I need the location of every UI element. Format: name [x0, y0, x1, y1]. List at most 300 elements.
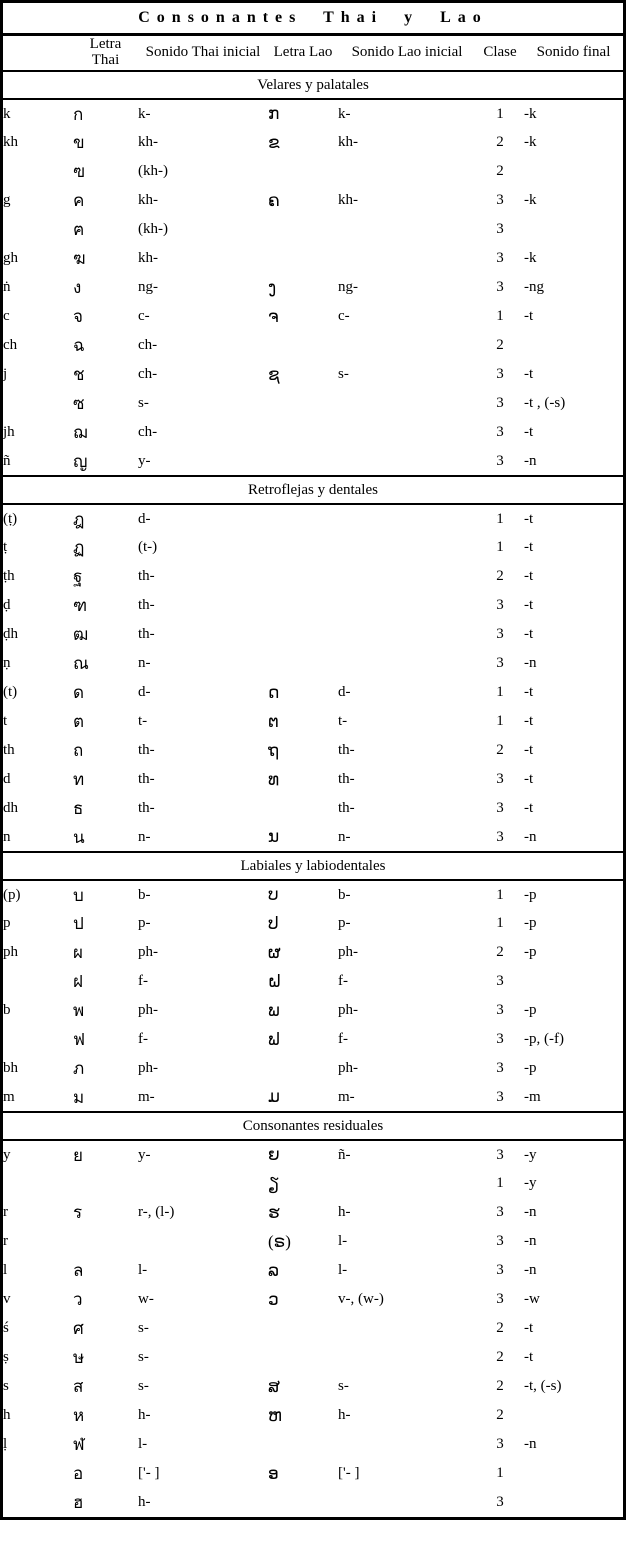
- cell-letra-thai: ฑ: [73, 596, 88, 615]
- table-row: [3, 1140, 623, 1169]
- cell-clase: 1: [496, 1175, 504, 1191]
- cell-transliteration: [3, 967, 73, 996]
- cell-sonido-lao-inicial: l-: [338, 1262, 348, 1278]
- column-header-transliteration: [3, 36, 73, 71]
- cell-transliteration: b: [3, 1002, 11, 1018]
- table-row: [3, 1083, 623, 1112]
- cell-sonido-lao-inicial: [338, 504, 476, 533]
- cell-letra-lao: ຝ: [268, 971, 282, 991]
- table-row: [3, 273, 623, 302]
- cell-transliteration: [3, 389, 73, 418]
- cell-letra-thai: ว: [73, 1290, 83, 1309]
- cell-sonido-lao-inicial: [338, 1169, 476, 1198]
- cell-transliteration: ph: [3, 944, 18, 960]
- cell-transliteration: [3, 1488, 73, 1517]
- table-row: [3, 418, 623, 447]
- cell-letra-thai: ต: [73, 712, 85, 731]
- cell-sonido-thai-inicial: ch-: [138, 366, 158, 382]
- column-header-sonido-final: Sonido final: [524, 36, 623, 71]
- cell-sonido-final: -t: [524, 742, 534, 758]
- cell-transliteration: h: [3, 1407, 11, 1423]
- table-row: [3, 1401, 623, 1430]
- cell-sonido-thai-inicial: kh-: [138, 134, 158, 150]
- cell-letra-lao: ຽ: [268, 1173, 280, 1193]
- cell-letra-lao: ປ: [268, 913, 279, 933]
- cell-sonido-thai-inicial: n-: [138, 828, 151, 845]
- cell-clase: 2: [496, 944, 504, 960]
- cell-letra-lao: ຮ: [268, 1202, 280, 1222]
- cell-transliteration: d: [3, 771, 11, 787]
- cell-sonido-thai-inicial: ch-: [138, 337, 158, 353]
- cell-clase: 2: [496, 568, 504, 584]
- cell-letra-lao: [268, 620, 338, 649]
- cell-letra-lao: ງ: [268, 277, 277, 297]
- table-row: [3, 1198, 623, 1227]
- cell-sonido-final: -t, (-s): [524, 1378, 562, 1394]
- cell-sonido-thai-inicial: d-: [138, 510, 151, 527]
- column-header-sonido-lao-inicial: Sonido Lao inicial: [338, 36, 476, 71]
- cell-transliteration: t: [3, 713, 8, 729]
- cell-letra-lao: ຈ: [268, 306, 279, 326]
- cell-sonido-final: -m: [524, 1088, 541, 1105]
- cell-sonido-final: -t: [524, 597, 534, 613]
- table-row: [3, 562, 623, 591]
- table-row: [3, 1372, 623, 1401]
- cell-sonido-lao-inicial: m-: [338, 1088, 355, 1105]
- cell-clase: 3: [496, 1031, 504, 1047]
- cell-sonido-thai-inicial: r-, (l-): [138, 1204, 175, 1220]
- cell-sonido-thai-inicial: c-: [138, 308, 150, 324]
- cell-sonido-thai-inicial: ph-: [138, 944, 158, 960]
- cell-sonido-final: -n: [524, 452, 537, 469]
- table-row: [3, 157, 623, 186]
- cell-letra-thai: ช: [73, 365, 85, 384]
- cell-transliteration: ś: [3, 1320, 9, 1336]
- cell-transliteration: k: [3, 105, 11, 122]
- table-row: [3, 302, 623, 331]
- cell-clase: 1: [496, 308, 504, 324]
- cell-sonido-thai-inicial: y-: [138, 1146, 151, 1163]
- column-header-letra-thai: Letra Thai: [73, 36, 138, 71]
- cell-sonido-lao-inicial: [338, 1430, 476, 1459]
- table-row: [3, 1488, 623, 1517]
- cell-transliteration: (t): [3, 684, 18, 700]
- cell-clase: 3: [496, 655, 504, 671]
- cell-letra-lao: ກ: [268, 104, 280, 123]
- cell-clase: 1: [496, 105, 504, 122]
- cell-transliteration: y: [3, 1146, 11, 1163]
- header-row: [3, 36, 623, 71]
- cell-sonido-lao-inicial: [338, 331, 476, 360]
- cell-sonido-lao-inicial: [338, 1314, 476, 1343]
- cell-sonido-thai-inicial: th-: [138, 771, 155, 787]
- cell-letra-lao: [268, 504, 338, 533]
- cell-clase: 3: [496, 395, 504, 411]
- cell-letra-thai: น: [73, 827, 85, 847]
- cell-sonido-lao-inicial: ñ-: [338, 1146, 351, 1163]
- cell-letra-thai: ส: [73, 1377, 84, 1396]
- cell-sonido-lao-inicial: l-: [338, 1233, 348, 1249]
- cell-letra-thai: [73, 1169, 138, 1198]
- cell-sonido-final: -y: [524, 1146, 537, 1163]
- cell-sonido-final: [524, 331, 623, 360]
- cell-letra-thai: ห: [73, 1406, 85, 1425]
- cell-sonido-thai-inicial: (kh-): [138, 221, 168, 237]
- column-header-clase: Clase: [476, 36, 524, 71]
- cell-clase: 1: [496, 539, 504, 555]
- cell-sonido-lao-inicial: k-: [338, 105, 351, 122]
- cell-letra-thai: ถ: [73, 741, 84, 760]
- cell-clase: 1: [496, 1465, 504, 1481]
- cell-transliteration: [3, 1459, 73, 1488]
- cell-sonido-lao-inicial: ['- ]: [338, 1465, 360, 1481]
- section-row: [3, 852, 623, 880]
- cell-sonido-lao-inicial: h-: [338, 1407, 351, 1423]
- section-row: [3, 1112, 623, 1140]
- table-row: [3, 1169, 623, 1198]
- cell-letra-lao: ຂ: [268, 132, 280, 152]
- cell-sonido-final: [524, 215, 623, 244]
- cell-letra-lao: ວ: [268, 1289, 279, 1309]
- cell-letra-thai: ก: [73, 104, 84, 124]
- table-row: [3, 909, 623, 938]
- table-row: [3, 967, 623, 996]
- section-header: Velares y palatales: [3, 71, 623, 99]
- cell-sonido-thai-inicial: s-: [138, 395, 149, 411]
- table-row: [3, 389, 623, 418]
- cell-transliteration: jh: [3, 424, 15, 440]
- cell-sonido-lao-inicial: th-: [338, 742, 355, 758]
- cell-sonido-thai-inicial: s-: [138, 1349, 149, 1365]
- table-header: [3, 36, 623, 71]
- cell-sonido-lao-inicial: kh-: [338, 134, 358, 150]
- cell-sonido-thai-inicial: m-: [138, 1088, 155, 1105]
- cell-sonido-thai-inicial: n-: [138, 655, 151, 671]
- cell-sonido-final: -t: [524, 684, 534, 700]
- cell-letra-thai: ล: [73, 1261, 84, 1280]
- cell-transliteration: th: [3, 742, 15, 758]
- cell-transliteration: n: [3, 828, 11, 845]
- cell-clase: 2: [496, 163, 504, 179]
- cell-letra-lao: [268, 562, 338, 591]
- cell-clase: 2: [496, 1407, 504, 1423]
- cell-letra-lao: ຫ: [268, 1405, 282, 1425]
- cell-transliteration: r: [3, 1233, 8, 1249]
- cell-letra-lao: ບ: [268, 885, 279, 904]
- cell-transliteration: r: [3, 1204, 8, 1220]
- cell-sonido-thai-inicial: ph-: [138, 1060, 158, 1076]
- cell-letra-lao: ຕ: [268, 711, 279, 731]
- table-row: [3, 447, 623, 476]
- cell-sonido-lao-inicial: kh-: [338, 192, 358, 208]
- table-row: [3, 880, 623, 909]
- cell-letra-lao: [268, 418, 338, 447]
- cell-transliteration: ṇ: [3, 655, 11, 671]
- table-row: [3, 591, 623, 620]
- cell-sonido-thai-inicial: th-: [138, 626, 155, 642]
- cell-sonido-lao-inicial: [338, 649, 476, 678]
- cell-clase: 3: [496, 1060, 504, 1076]
- cell-transliteration: ḍ: [3, 597, 11, 613]
- cell-sonido-final: -p, (-f): [524, 1031, 564, 1047]
- table-row: [3, 360, 623, 389]
- cell-letra-thai: ฏ: [73, 538, 85, 557]
- table-row: [3, 504, 623, 533]
- cell-sonido-final: -w: [524, 1291, 540, 1307]
- table-row: [3, 1430, 623, 1459]
- cell-sonido-final: -p: [524, 915, 537, 931]
- cell-transliteration: bh: [3, 1060, 18, 1076]
- cell-sonido-thai-inicial: ch-: [138, 424, 158, 440]
- cell-sonido-final: [524, 1401, 623, 1430]
- cell-clase: 3: [496, 452, 504, 469]
- cell-letra-lao: ຄ: [268, 190, 280, 210]
- cell-letra-thai: ฐ: [73, 567, 83, 586]
- cell-letra-thai: ป: [73, 914, 84, 933]
- cell-sonido-lao-inicial: [338, 1488, 476, 1517]
- cell-sonido-thai-inicial: f-: [138, 973, 148, 989]
- cell-sonido-lao-inicial: [338, 620, 476, 649]
- cell-sonido-lao-inicial: th-: [338, 771, 355, 787]
- cell-letra-thai: ศ: [73, 1319, 84, 1338]
- table-body: [3, 71, 623, 1517]
- cell-sonido-thai-inicial: d-: [138, 684, 151, 700]
- cell-sonido-lao-inicial: [338, 562, 476, 591]
- cell-sonido-final: -k: [524, 134, 537, 150]
- section-row: [3, 71, 623, 99]
- cell-letra-thai: ญ: [73, 451, 88, 471]
- cell-clase: 3: [496, 800, 504, 816]
- cell-sonido-final: -p: [524, 944, 537, 960]
- cell-clase: 3: [496, 1146, 504, 1163]
- cell-letra-thai: ฬ: [73, 1435, 85, 1454]
- cell-letra-lao: [268, 447, 338, 476]
- cell-clase: 3: [496, 1436, 504, 1452]
- cell-letra-lao: [268, 1488, 338, 1517]
- cell-sonido-final: -p: [524, 1060, 537, 1076]
- cell-sonido-lao-inicial: th-: [338, 800, 355, 816]
- cell-letra-thai: ษ: [73, 1348, 85, 1367]
- table-row: [3, 649, 623, 678]
- cell-transliteration: [3, 1169, 73, 1198]
- cell-letra-thai: ข: [73, 133, 85, 152]
- cell-clase: 3: [496, 250, 504, 266]
- cell-clase: 3: [496, 221, 504, 237]
- cell-sonido-lao-inicial: ng-: [338, 279, 358, 295]
- cell-clase: 1: [496, 510, 504, 527]
- cell-letra-thai: ฅ: [73, 220, 85, 239]
- table-row: [3, 1256, 623, 1285]
- table-row: [3, 938, 623, 967]
- cell-clase: 3: [496, 626, 504, 642]
- cell-clase: 2: [496, 1320, 504, 1336]
- cell-sonido-final: [524, 157, 623, 186]
- cell-sonido-thai-inicial: ng-: [138, 279, 158, 295]
- cell-sonido-final: -t: [524, 424, 534, 440]
- cell-letra-thai: ฎ: [73, 509, 85, 529]
- cell-letra-thai: ค: [73, 191, 85, 210]
- section-header: Retroflejas y dentales: [3, 476, 623, 504]
- table-row: [3, 794, 623, 823]
- cell-sonido-thai-inicial: p-: [138, 915, 151, 931]
- cell-sonido-thai-inicial: [138, 1227, 268, 1256]
- cell-sonido-final: -n: [524, 1204, 537, 1220]
- cell-sonido-lao-inicial: t-: [338, 713, 348, 729]
- cell-letra-lao: ອ: [268, 1463, 279, 1483]
- cell-sonido-thai-inicial: (t-): [138, 539, 158, 555]
- cell-sonido-final: -t: [524, 626, 534, 642]
- cell-letra-lao: [268, 331, 338, 360]
- cell-sonido-final: [524, 1459, 623, 1488]
- cell-letra-thai: ม: [73, 1087, 85, 1107]
- cell-clase: 3: [496, 1233, 504, 1249]
- table-row: [3, 1459, 623, 1488]
- cell-sonido-lao-inicial: c-: [338, 308, 350, 324]
- cell-letra-lao: [268, 1054, 338, 1083]
- cell-transliteration: ṭ: [3, 539, 8, 555]
- cell-clase: 3: [496, 1204, 504, 1220]
- cell-transliteration: dh: [3, 800, 18, 816]
- cell-letra-thai: ฒ: [73, 625, 89, 644]
- table-row: [3, 1054, 623, 1083]
- cell-transliteration: ḷ: [3, 1436, 8, 1452]
- cell-letra-thai: ฮ: [73, 1493, 84, 1512]
- table-row: [3, 736, 623, 765]
- cell-transliteration: c: [3, 308, 10, 324]
- table-row: [3, 99, 623, 128]
- cell-sonido-lao-inicial: d-: [338, 684, 351, 700]
- cell-sonido-lao-inicial: v-, (w-): [338, 1291, 384, 1307]
- cell-transliteration: j: [3, 366, 8, 382]
- cell-letra-thai: [73, 1227, 138, 1256]
- cell-letra-thai: ธ: [73, 799, 84, 818]
- cell-transliteration: gh: [3, 250, 18, 266]
- cell-sonido-lao-inicial: p-: [338, 915, 351, 931]
- table-row: [3, 1314, 623, 1343]
- table-row: [3, 533, 623, 562]
- cell-sonido-thai-inicial: th-: [138, 742, 155, 758]
- cell-sonido-thai-inicial: (kh-): [138, 163, 168, 179]
- cell-sonido-thai-inicial: l-: [138, 1436, 148, 1452]
- cell-sonido-lao-inicial: f-: [338, 1031, 348, 1047]
- cell-clase: 3: [496, 771, 504, 787]
- cell-sonido-final: [524, 1488, 623, 1517]
- table-row: [3, 678, 623, 707]
- cell-letra-lao: ຊ: [268, 364, 280, 384]
- cell-sonido-thai-inicial: t-: [138, 713, 148, 729]
- cell-transliteration: [3, 215, 73, 244]
- cell-sonido-final: -t: [524, 308, 534, 324]
- cell-transliteration: ḍh: [3, 626, 18, 642]
- cell-sonido-final: -n: [524, 1436, 537, 1452]
- cell-transliteration: ṭh: [3, 568, 15, 584]
- cell-transliteration: kh: [3, 134, 18, 150]
- cell-sonido-thai-inicial: th-: [138, 568, 155, 584]
- cell-sonido-lao-inicial: [338, 215, 476, 244]
- cell-letra-lao: [268, 1314, 338, 1343]
- cell-letra-lao: ພ: [268, 1000, 280, 1020]
- table-row: [3, 186, 623, 215]
- section-header: Consonantes residuales: [3, 1112, 623, 1140]
- cell-sonido-thai-inicial: h-: [138, 1494, 151, 1510]
- cell-clase: 3: [496, 828, 504, 845]
- cell-sonido-lao-inicial: [338, 389, 476, 418]
- cell-letra-thai: ง: [73, 278, 82, 297]
- cell-sonido-lao-inicial: s-: [338, 1378, 349, 1394]
- table-row: [3, 331, 623, 360]
- cell-letra-lao: ຟ: [268, 1029, 280, 1049]
- cell-sonido-thai-inicial: w-: [138, 1291, 154, 1307]
- cell-sonido-final: -p: [524, 886, 537, 903]
- cell-sonido-lao-inicial: n-: [338, 828, 351, 845]
- cell-letra-thai: ฆ: [73, 249, 86, 268]
- cell-letra-lao: [268, 1343, 338, 1372]
- cell-transliteration: l: [3, 1262, 8, 1278]
- cell-letra-lao: ທ: [268, 769, 280, 789]
- cell-transliteration: g: [3, 192, 11, 208]
- cell-transliteration: ch: [3, 337, 18, 353]
- cell-letra-thai: ย: [73, 1145, 83, 1165]
- cell-letra-thai: ผ: [73, 943, 83, 962]
- cell-sonido-final: -t: [524, 1320, 534, 1336]
- cell-letra-lao: ຜ: [268, 942, 281, 962]
- cell-transliteration: ñ: [3, 452, 11, 469]
- cell-transliteration: [3, 157, 73, 186]
- column-header-sonido-thai-inicial: Sonido Thai inicial: [138, 36, 268, 71]
- cell-clase: 2: [496, 1378, 504, 1394]
- cell-sonido-lao-inicial: [338, 533, 476, 562]
- cell-transliteration: ṣ: [3, 1349, 9, 1365]
- table-row: [3, 823, 623, 852]
- cell-clase: 1: [496, 915, 504, 931]
- cell-sonido-final: [524, 967, 623, 996]
- cell-clase: 1: [496, 886, 504, 903]
- cell-transliteration: (p): [3, 886, 21, 903]
- cell-sonido-thai-inicial: s-: [138, 1320, 149, 1336]
- cell-sonido-final: -t: [524, 1349, 534, 1365]
- cell-sonido-thai-inicial: y-: [138, 452, 151, 469]
- page-title: Consonantes Thai y Lao: [3, 3, 623, 36]
- cell-letra-lao: [268, 533, 338, 562]
- cell-letra-lao: ຍ: [268, 1145, 280, 1164]
- cell-letra-thai: อ: [73, 1464, 84, 1483]
- cell-sonido-thai-inicial: kh-: [138, 192, 158, 208]
- cell-letra-thai: บ: [73, 885, 84, 905]
- cell-sonido-thai-inicial: [138, 1169, 268, 1198]
- table-row: [3, 1227, 623, 1256]
- cell-letra-lao: ມ: [268, 1087, 280, 1106]
- cell-letra-lao: [268, 794, 338, 823]
- table-row: [3, 765, 623, 794]
- cell-sonido-lao-inicial: [338, 1343, 476, 1372]
- cell-transliteration: m: [3, 1088, 15, 1105]
- cell-letra-lao: (ຣ): [268, 1231, 291, 1251]
- cell-letra-thai: ด: [73, 683, 85, 702]
- cell-sonido-final: -t: [524, 713, 534, 729]
- cell-letra-lao: [268, 244, 338, 273]
- cell-sonido-thai-inicial: th-: [138, 800, 155, 816]
- cell-letra-thai: ภ: [73, 1059, 85, 1078]
- cell-sonido-lao-inicial: [338, 591, 476, 620]
- cell-letra-thai: ซ: [73, 394, 85, 413]
- cell-sonido-final: -t: [524, 771, 534, 787]
- cell-sonido-thai-inicial: k-: [138, 105, 151, 122]
- table-row: [3, 620, 623, 649]
- cell-transliteration: (ṭ): [3, 510, 18, 527]
- table-row: [3, 244, 623, 273]
- cell-sonido-thai-inicial: ph-: [138, 1002, 158, 1018]
- cell-sonido-thai-inicial: f-: [138, 1031, 148, 1047]
